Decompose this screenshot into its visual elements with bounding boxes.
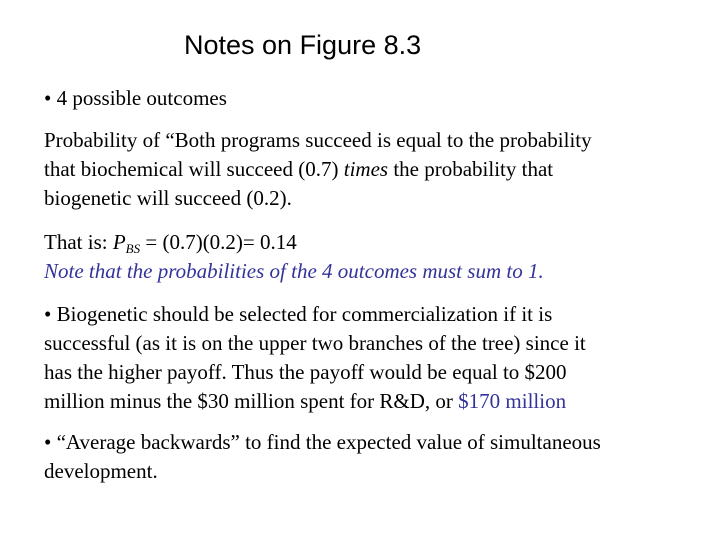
probability-line-1: Probability of “Both programs succeed is equal to the probability <box>44 128 592 152</box>
slide-title: Notes on Figure 8.3 <box>184 30 422 60</box>
bullet-outcomes <box>44 84 694 113</box>
biogenetic-line-4-start: million minus the $30 million spent for R&D, or <box>44 389 459 413</box>
equation-p: P <box>112 230 126 254</box>
equation-line <box>44 228 694 257</box>
equation-paragraph <box>44 228 694 286</box>
average-backwards-line-1: • “Average backwards” to find the expected value of simultaneous <box>44 430 601 454</box>
probability-line-2-start: that biochemical will succeed (0.7) <box>44 157 344 181</box>
probability-line-2-end: the probability that <box>388 157 554 181</box>
bullet-average-backwards <box>44 428 694 486</box>
average-backwards-line-2: development. <box>44 459 158 483</box>
probability-line-3: biogenetic will succeed (0.2). <box>44 186 292 210</box>
bullet-outcomes-text: • 4 possible outcomes <box>44 86 227 110</box>
probability-line-2 <box>44 155 694 184</box>
biogenetic-line-4 <box>44 387 694 416</box>
equation-prefix: That is: <box>44 230 113 254</box>
biogenetic-line-3: has the higher payoff. Thus the payoff would be equal to $200 <box>44 360 567 384</box>
probability-paragraph <box>44 126 694 213</box>
equation-value: = (0.7)(0.2)= 0.14 <box>140 230 297 254</box>
payoff-highlight: $170 million <box>458 389 567 413</box>
probability-sum-note: Note that the probabilities of the 4 outcomes must sum to 1. <box>44 259 544 283</box>
biogenetic-line-2: successful (as it is on the upper two branches of the tree) since it <box>44 331 586 355</box>
biogenetic-line-1: • Biogenetic should be selected for commercialization if it is <box>44 302 553 326</box>
times-emphasis: times <box>343 157 389 181</box>
bullet-biogenetic <box>44 300 694 416</box>
equation-subscript: BS <box>125 241 141 256</box>
